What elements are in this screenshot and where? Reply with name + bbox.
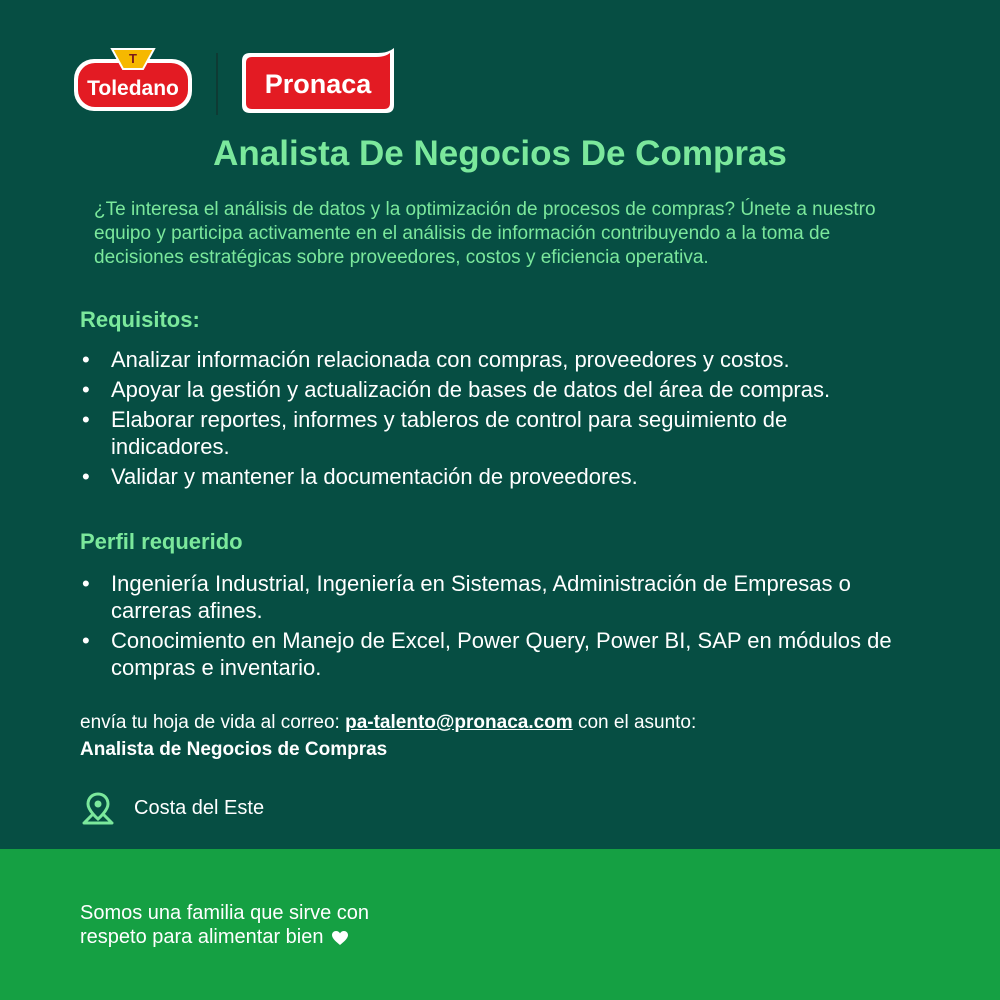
tagline-line-2: respeto para alimentar bien [80,926,324,948]
bullet-icon: • [82,628,90,653]
requisitos-heading: Requisitos: [80,307,200,332]
location [80,790,380,826]
contact-suffix: con el asunto: [572,712,697,733]
bullet-icon: • [82,377,90,402]
map-pin-icon [80,790,116,826]
heart-icon [331,930,349,946]
contact-prefix: envía tu hoja de vida al correo: [80,712,346,733]
tagline-line-1: Somos una familia que sirve con [80,902,370,924]
bullet-icon: • [82,407,90,432]
list-item-text: Validar y mantener la documentación de proveedores. [111,464,638,489]
pronaca-logo [238,47,398,117]
requisitos-list [80,346,910,493]
email-subject: Analista de Negocios de Compras [80,739,388,760]
contact-info [80,709,920,763]
bullet-icon: • [82,571,90,596]
intro-paragraph: ¿Te interesa el análisis de datos y la optimización de procesos de compras? Únete a nuestro equipo y participa activamente en el análisis de información contribuyendo a la toma de decisiones estratégicas sobre proveedores, costos y eficiencia operativa. [94,199,876,268]
list-item-text: Apoyar la gestión y actualización de bases de datos del área de compras. [111,377,831,402]
list-item-text: Elaborar reportes, informes y tableros de control para seguimiento de indicadores. [111,407,788,459]
list-item [80,627,910,681]
list-item [80,570,910,624]
toledano-wordmark: Toledano [87,77,179,100]
page-title: Analista De Negocios De Compras [213,134,787,173]
footer-banner [0,849,1000,1000]
list-item-text: Ingeniería Industrial, Ingeniería en Sistemas, Administración de Empresas o carreras afines. [111,571,851,623]
brand-logos [72,45,412,125]
list-item [80,406,910,460]
logo-divider [216,53,218,115]
toledano-logo [72,45,194,117]
list-item [80,346,910,373]
perfil-heading: Perfil requerido [80,529,243,554]
footer-tagline [80,901,500,949]
location-text: Costa del Este [134,797,265,819]
list-item-text: Analizar información relacionada con compras, proveedores y costos. [111,347,790,372]
bullet-icon: • [82,347,90,372]
email-link[interactable]: pa-talento@pronaca.com [345,712,573,733]
list-item [80,376,910,403]
list-item [80,463,910,490]
perfil-list [80,570,910,684]
pronaca-wordmark: Pronaca [264,69,372,99]
toledano-badge: T [129,51,137,66]
list-item-text: Conocimiento en Manejo de Excel, Power Query, Power BI, SAP en módulos de compras e inventario. [111,628,892,680]
bullet-icon: • [82,464,90,489]
